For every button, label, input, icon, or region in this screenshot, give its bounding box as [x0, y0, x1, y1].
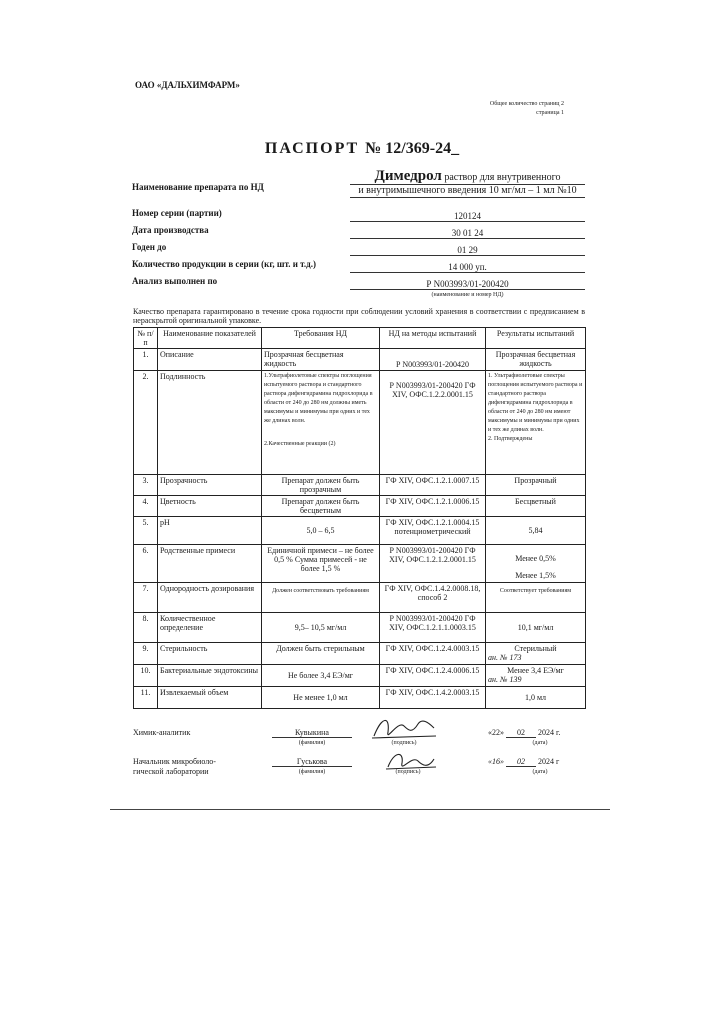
qty-value: 14 000 уп.: [350, 262, 585, 273]
company-name: ОАО «ДАЛЬХИМФАРМ»: [135, 80, 240, 90]
chemist-date: [488, 728, 560, 738]
row-req: Препарат должен быть бесцветным: [262, 496, 380, 517]
row-name: Подлинность: [158, 371, 262, 475]
row-req: 5,0 – 6,5: [262, 517, 380, 545]
bottom-divider: [110, 809, 610, 810]
drug-desc-2: и внутримышечного введения 10 мг/мл – 1 мл №10: [350, 185, 585, 198]
row-result: Прозрачная бесцветная жидкость: [486, 349, 586, 371]
micro-date: [488, 757, 559, 767]
drug-name: Димедрол: [374, 168, 442, 184]
row-num: 4.: [134, 496, 158, 517]
row-name: Бактериальные эндотоксины: [158, 665, 262, 687]
drug-name-block: [350, 170, 585, 198]
row-name: Родственные примеси: [158, 545, 262, 583]
row-num: 5.: [134, 517, 158, 545]
chemist-label: Химик-аналитик: [133, 728, 191, 737]
row-num: 8.: [134, 613, 158, 643]
pages-total: Общее количество страниц 2: [489, 101, 564, 107]
row-result-1: Менее 0,5%: [515, 554, 556, 563]
table-header-row: [134, 328, 586, 349]
row-name: Описание: [158, 349, 262, 371]
header-nd: НД на методы испытаний: [380, 328, 486, 349]
row-req: Прозрачная бесцветная жидкость: [262, 349, 380, 371]
row-name: Стерильность: [158, 643, 262, 665]
row-result: Соответствует требованиям: [486, 583, 586, 613]
row-nd: ГФ XIV, ОФС.1.2.1.0006.15: [380, 496, 486, 517]
row-req: Должен соответствовать требованиям: [262, 583, 380, 613]
row-nd: Р N003993/01-200420: [380, 349, 486, 371]
page-count: [490, 100, 564, 118]
row-result-1: 1. Ультрафиолетовые спектры поглощения испытуемого раствора и стандартного раствора дифенгидрамина гидрохлорида в области от 240 до 280 нм имеют максимумы и минимумы при одних и тех же длинах волн.: [488, 373, 583, 433]
row-result: [486, 545, 586, 583]
table-row: [134, 687, 586, 709]
table-row: [134, 496, 586, 517]
row-nd: Р N003993/01-200420 ГФ XIV, ОФС.1.2.1.2.0001.15: [380, 545, 486, 583]
row-nd: Р N003993/01-200420 ГФ XIV, ОФС.1.2.2.0001.15: [380, 371, 486, 475]
header-num: № п/п: [134, 328, 158, 349]
row-nd: ГФ XIV, ОФС.1.2.1.0004.15 потенциометрический: [380, 517, 486, 545]
analysis-label: Анализ выполнен по: [132, 276, 218, 286]
quality-statement: Качество препарата гарантировано в течение срока годности при соблюдении условий хранения в соответствии с предписанием в нераскрытой оригинальной упаковке.: [133, 307, 585, 325]
row-name: Количественное определение: [158, 613, 262, 643]
row-result-1: Стерильный: [514, 644, 557, 653]
row-num: 7.: [134, 583, 158, 613]
valid-label: Годен до: [132, 242, 167, 252]
row-name: Цветность: [158, 496, 262, 517]
row-nd: ГФ XIV, ОФС.1.2.1.0007.15: [380, 475, 486, 496]
row-num: 9.: [134, 643, 158, 665]
row-req: 9,5– 10,5 мг/мл: [262, 613, 380, 643]
row-result-2: Менее 1,5%: [515, 571, 556, 580]
row-result: [486, 371, 586, 475]
table-row: [134, 545, 586, 583]
page-title: [0, 140, 724, 158]
qty-label: Количество продукции в серии (кг, шт. и т.д.): [132, 259, 316, 269]
row-req: Должен быть стерильным: [262, 643, 380, 665]
micro-surname-caption: (фамилия): [298, 769, 326, 775]
table-row: [134, 613, 586, 643]
row-nd: ГФ XIV, ОФС.1.4.2.0008.18, способ 2: [380, 583, 486, 613]
row-req: Не менее 1,0 мл: [262, 687, 380, 709]
micro-year: 2024 г: [538, 757, 560, 766]
table-row: [134, 665, 586, 687]
row-name: Прозрачность: [158, 475, 262, 496]
row-result: [486, 643, 586, 665]
row-num: 11.: [134, 687, 158, 709]
row-result: Бесцветный: [486, 496, 586, 517]
micro-label: [133, 757, 216, 777]
analysis-caption: (наименование и номер НД): [431, 292, 504, 298]
title-word: ПАСПОРТ: [264, 140, 360, 157]
micro-signature-caption: (подпись): [395, 769, 421, 775]
row-nd: Р N003993/01-200420 ГФ XIV, ОФС.1.2.1.1.0003.15: [380, 613, 486, 643]
prod-date-value: 30 01 24: [350, 228, 585, 239]
chemist-day: «22»: [488, 728, 504, 737]
table-row: [134, 475, 586, 496]
chemist-month: 02: [506, 728, 536, 738]
micro-name: Гуськова: [272, 757, 352, 767]
row-result: [486, 665, 586, 687]
row-result: 10,1 мг/мл: [486, 613, 586, 643]
drug-label: Наименование препарата по НД: [132, 182, 264, 192]
chemist-signature-caption: (подпись): [391, 740, 417, 746]
row-result: 5,84: [486, 517, 586, 545]
row-name: Извлекаемый объем: [158, 687, 262, 709]
row-num: 3.: [134, 475, 158, 496]
row-nd: ГФ XIV, ОФС.1.2.4.0006.15: [380, 665, 486, 687]
chemist-name: Кувыкина: [272, 728, 352, 738]
micro-day: «16»: [488, 757, 504, 766]
title-number: № 12/369-24_: [365, 140, 460, 157]
header-result: Результаты испытаний: [486, 328, 586, 349]
row-result: Прозрачный: [486, 475, 586, 496]
row-req-1: 1.Ультрафиолетовые спектры поглощения испытуемого раствора и стандартного раствора дифенгидрамина гидрохлорида в области от 240 до 280 нм должны иметь максимумы и минимумы при одних и тех же длинах волн.: [264, 373, 373, 424]
chemist-year: 2024 г.: [538, 728, 561, 737]
tests-table: [133, 327, 586, 709]
table-row: [134, 349, 586, 371]
row-nd: ГФ XIV, ОФС.1.4.2.0003.15: [380, 687, 486, 709]
header-name: Наименование показателей: [158, 328, 262, 349]
chemist-surname-caption: (фамилия): [298, 740, 326, 746]
analysis-value: Р N003993/01-200420: [350, 279, 585, 290]
row-result-1: Менее 3,4 ЕЭ/мг: [507, 666, 564, 675]
table-row: [134, 371, 586, 475]
page-current: страница 1: [536, 110, 564, 116]
valid-value: 01 29: [350, 245, 585, 256]
table-row: [134, 517, 586, 545]
row-num: 2.: [134, 371, 158, 475]
row-result: 1,0 мл: [486, 687, 586, 709]
row-name: Однородность дозирования: [158, 583, 262, 613]
micro-label-2: гической лаборатории: [133, 767, 209, 776]
row-result-2: 2. Подтверждены: [488, 436, 533, 442]
row-result-2: ан. № 173: [488, 653, 522, 662]
micro-date-caption: (дата): [532, 769, 548, 775]
prod-date-label: Дата производства: [132, 225, 209, 235]
row-req-2: 2.Качественные реакции (2): [264, 441, 336, 447]
row-req: Не более 3,4 ЕЭ/мг: [262, 665, 380, 687]
table-row: [134, 643, 586, 665]
row-result-2: ан. № 139: [488, 675, 522, 684]
row-num: 10.: [134, 665, 158, 687]
row-num: 6.: [134, 545, 158, 583]
micro-label-1: Начальник микробиоло-: [133, 757, 216, 766]
series-value: 120124: [350, 211, 585, 222]
table-row: [134, 583, 586, 613]
row-nd: ГФ XIV, ОФС.1.2.4.0003.15: [380, 643, 486, 665]
chemist-date-caption: (дата): [532, 740, 548, 746]
header-req: Требования НД: [262, 328, 380, 349]
row-num: 1.: [134, 349, 158, 371]
series-label: Номер серии (партии): [132, 208, 222, 218]
row-req: Препарат должен быть прозрачным: [262, 475, 380, 496]
drug-desc-1: раствор для внутривенного: [444, 172, 561, 183]
row-req: [262, 371, 380, 475]
micro-month: 02: [506, 757, 536, 767]
row-name: pH: [158, 517, 262, 545]
row-req: Единичной примеси – не более 0,5 % Сумма примесей - не более 1,5 %: [262, 545, 380, 583]
